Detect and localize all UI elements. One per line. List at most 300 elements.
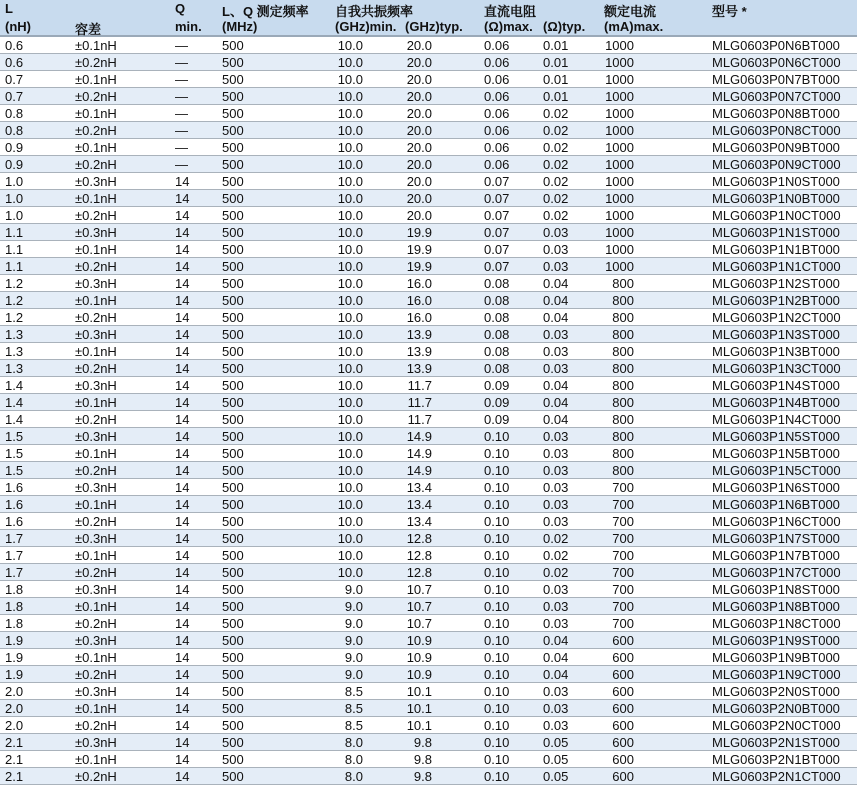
cell-inductance: 1.8 — [5, 616, 24, 631]
cell-test-frequency: 500 — [222, 123, 244, 138]
cell-tolerance: ±0.1nH — [75, 497, 117, 512]
cell-q-min: 14 — [175, 429, 190, 444]
header-q: Q — [175, 1, 186, 16]
header-unit-mhz: (MHz) — [222, 19, 258, 34]
cell-tolerance: ±0.2nH — [75, 769, 117, 784]
cell-srf-min: 8.5 — [344, 701, 363, 716]
cell-srf-typ: 11.7 — [407, 378, 432, 393]
cell-srf-min: 10.0 — [337, 514, 363, 529]
cell-rated-current: 800 — [612, 395, 634, 410]
cell-srf-typ: 20.0 — [406, 191, 432, 206]
cell-test-frequency: 500 — [222, 497, 244, 512]
cell-rdc-typ: 0.04 — [543, 378, 569, 393]
cell-inductance: 1.7 — [5, 531, 24, 546]
cell-part-number: MLG0603P2N1ST000 — [712, 735, 840, 750]
table-row — [0, 71, 857, 88]
cell-srf-min: 9.0 — [344, 599, 363, 614]
cell-part-number: MLG0603P2N0BT000 — [712, 701, 840, 716]
header-rdc-typ: (Ω)typ. — [543, 19, 586, 34]
cell-test-frequency: 500 — [222, 208, 244, 223]
cell-srf-min: 9.0 — [344, 667, 363, 682]
cell-rated-current: 600 — [612, 735, 634, 750]
cell-q-min: 14 — [175, 599, 190, 614]
cell-rdc-max: 0.10 — [484, 633, 510, 648]
cell-srf-min: 10.0 — [337, 38, 363, 53]
header-test-frequency: L、Q 测定频率 — [222, 4, 309, 19]
cell-inductance: 0.9 — [5, 140, 24, 155]
cell-srf-typ: 19.9 — [406, 225, 432, 240]
cell-q-min: 14 — [175, 633, 190, 648]
cell-rated-current: 1000 — [605, 72, 634, 87]
table-row — [0, 190, 857, 207]
table-row — [0, 139, 857, 156]
cell-srf-typ: 16.0 — [406, 276, 432, 291]
cell-rdc-max: 0.08 — [484, 344, 510, 359]
cell-q-min: 14 — [175, 208, 190, 223]
cell-inductance: 1.7 — [5, 548, 24, 563]
cell-rdc-typ: 0.02 — [543, 531, 569, 546]
cell-q-min: 14 — [175, 259, 190, 274]
cell-rdc-typ: 0.04 — [543, 276, 569, 291]
cell-srf-typ: 11.7 — [407, 412, 432, 427]
cell-rdc-typ: 0.03 — [543, 582, 569, 597]
table-header — [0, 0, 857, 37]
cell-tolerance: ±0.1nH — [75, 446, 117, 461]
table-row — [0, 666, 857, 683]
header-self-resonant-frequency: 自我共振频率 — [335, 4, 414, 19]
table-row — [0, 207, 857, 224]
header-tolerance: 容差 — [75, 22, 102, 37]
cell-srf-min: 8.0 — [344, 752, 363, 767]
cell-q-min: — — [175, 72, 188, 87]
cell-rated-current: 700 — [612, 531, 634, 546]
cell-q-min: 14 — [175, 463, 190, 478]
cell-rdc-typ: 0.03 — [543, 446, 569, 461]
cell-part-number: MLG0603P1N3ST000 — [712, 327, 840, 342]
cell-rated-current: 800 — [612, 446, 634, 461]
table-row — [0, 275, 857, 292]
cell-rdc-max: 0.06 — [484, 38, 510, 53]
header-q-min: min. — [175, 19, 202, 34]
cell-part-number: MLG0603P1N6ST000 — [712, 480, 840, 495]
table-row — [0, 462, 857, 479]
cell-rated-current: 1000 — [605, 191, 634, 206]
cell-inductance: 1.3 — [5, 344, 24, 359]
cell-inductance: 1.2 — [5, 310, 24, 325]
cell-part-number: MLG0603P1N1CT000 — [712, 259, 841, 274]
cell-part-number: MLG0603P1N9ST000 — [712, 633, 840, 648]
cell-srf-min: 10.0 — [337, 565, 363, 580]
cell-srf-typ: 20.0 — [406, 140, 432, 155]
cell-rated-current: 1000 — [605, 242, 634, 257]
cell-part-number: MLG0603P1N5BT000 — [712, 446, 840, 461]
cell-part-number: MLG0603P1N9CT000 — [712, 667, 841, 682]
cell-q-min: 14 — [175, 718, 190, 733]
cell-rdc-typ: 0.02 — [543, 565, 569, 580]
cell-srf-min: 10.0 — [337, 225, 363, 240]
cell-rdc-max: 0.08 — [484, 310, 510, 325]
cell-test-frequency: 500 — [222, 310, 244, 325]
cell-srf-min: 10.0 — [337, 548, 363, 563]
cell-test-frequency: 500 — [222, 140, 244, 155]
cell-srf-min: 10.0 — [337, 378, 363, 393]
cell-test-frequency: 500 — [222, 633, 244, 648]
cell-rated-current: 600 — [612, 769, 634, 784]
cell-tolerance: ±0.2nH — [75, 463, 117, 478]
table-row — [0, 649, 857, 666]
cell-inductance: 2.1 — [5, 752, 24, 767]
cell-inductance: 1.9 — [5, 633, 24, 648]
cell-srf-typ: 10.7 — [406, 599, 432, 614]
cell-test-frequency: 500 — [222, 412, 244, 427]
cell-srf-typ: 9.8 — [413, 752, 432, 767]
cell-srf-min: 10.0 — [337, 344, 363, 359]
cell-tolerance: ±0.2nH — [75, 310, 117, 325]
cell-rdc-typ: 0.05 — [543, 752, 569, 767]
cell-rated-current: 800 — [612, 463, 634, 478]
cell-q-min: 14 — [175, 446, 190, 461]
cell-rdc-max: 0.10 — [484, 701, 510, 716]
cell-rated-current: 600 — [612, 633, 634, 648]
cell-rated-current: 600 — [612, 718, 634, 733]
cell-tolerance: ±0.2nH — [75, 616, 117, 631]
cell-q-min: — — [175, 123, 188, 138]
cell-rdc-max: 0.10 — [484, 735, 510, 750]
cell-part-number: MLG0603P1N0CT000 — [712, 208, 841, 223]
cell-srf-typ: 20.0 — [406, 174, 432, 189]
cell-srf-min: 10.0 — [337, 140, 363, 155]
cell-inductance: 1.1 — [5, 259, 24, 274]
cell-tolerance: ±0.1nH — [75, 599, 117, 614]
cell-srf-min: 10.0 — [337, 259, 363, 274]
cell-part-number: MLG0603P1N7ST000 — [712, 531, 840, 546]
cell-part-number: MLG0603P0N8BT000 — [712, 106, 840, 121]
cell-q-min: — — [175, 140, 188, 155]
cell-q-min: 14 — [175, 701, 190, 716]
table-row — [0, 734, 857, 751]
cell-rated-current: 800 — [612, 327, 634, 342]
cell-inductance: 0.7 — [5, 72, 24, 87]
cell-inductance: 0.6 — [5, 55, 24, 70]
cell-tolerance: ±0.3nH — [75, 429, 117, 444]
cell-test-frequency: 500 — [222, 752, 244, 767]
table-row — [0, 598, 857, 615]
cell-tolerance: ±0.3nH — [75, 684, 117, 699]
table-row — [0, 156, 857, 173]
cell-rdc-typ: 0.02 — [543, 208, 569, 223]
cell-inductance: 0.9 — [5, 157, 24, 172]
cell-tolerance: ±0.1nH — [75, 752, 117, 767]
cell-inductance: 1.6 — [5, 480, 24, 495]
cell-part-number: MLG0603P1N1BT000 — [712, 242, 840, 257]
cell-rated-current: 1000 — [605, 106, 634, 121]
cell-part-number: MLG0603P1N2BT000 — [712, 293, 840, 308]
cell-tolerance: ±0.3nH — [75, 174, 117, 189]
cell-part-number: MLG0603P2N0ST000 — [712, 684, 840, 699]
cell-q-min: 14 — [175, 242, 190, 257]
cell-test-frequency: 500 — [222, 191, 244, 206]
cell-test-frequency: 500 — [222, 395, 244, 410]
cell-rdc-max: 0.10 — [484, 497, 510, 512]
cell-rated-current: 800 — [612, 429, 634, 444]
cell-rated-current: 800 — [612, 310, 634, 325]
cell-q-min: 14 — [175, 361, 190, 376]
cell-q-min: 14 — [175, 769, 190, 784]
cell-tolerance: ±0.1nH — [75, 395, 117, 410]
cell-rdc-max: 0.07 — [484, 208, 510, 223]
cell-rdc-typ: 0.04 — [543, 650, 569, 665]
cell-test-frequency: 500 — [222, 276, 244, 291]
cell-tolerance: ±0.2nH — [75, 565, 117, 580]
cell-test-frequency: 500 — [222, 293, 244, 308]
header-current-max: (mA)max. — [604, 19, 664, 34]
cell-srf-typ: 20.0 — [406, 106, 432, 121]
cell-tolerance: ±0.3nH — [75, 378, 117, 393]
cell-rated-current: 1000 — [605, 174, 634, 189]
cell-srf-typ: 13.4 — [406, 514, 432, 529]
cell-rdc-max: 0.06 — [484, 55, 510, 70]
table-row — [0, 258, 857, 275]
table-row — [0, 292, 857, 309]
cell-part-number: MLG0603P0N9BT000 — [712, 140, 840, 155]
cell-srf-min: 10.0 — [337, 310, 363, 325]
cell-rdc-max: 0.10 — [484, 769, 510, 784]
cell-rated-current: 600 — [612, 650, 634, 665]
cell-inductance: 1.4 — [5, 412, 24, 427]
cell-srf-typ: 12.8 — [406, 531, 432, 546]
cell-rdc-typ: 0.04 — [543, 310, 569, 325]
cell-q-min: — — [175, 38, 188, 53]
cell-rated-current: 700 — [612, 582, 634, 597]
cell-srf-min: 10.0 — [337, 191, 363, 206]
cell-q-min: — — [175, 106, 188, 121]
table-row — [0, 360, 857, 377]
cell-part-number: MLG0603P1N3CT000 — [712, 361, 841, 376]
cell-tolerance: ±0.3nH — [75, 531, 117, 546]
cell-part-number: MLG0603P1N4ST000 — [712, 378, 840, 393]
header-rdc-max: (Ω)max. — [484, 19, 533, 34]
cell-tolerance: ±0.3nH — [75, 735, 117, 750]
cell-rdc-max: 0.10 — [484, 446, 510, 461]
cell-test-frequency: 500 — [222, 701, 244, 716]
cell-test-frequency: 500 — [222, 446, 244, 461]
header-unit-nh: (nH) — [5, 19, 31, 34]
cell-rated-current: 600 — [612, 701, 634, 716]
cell-rdc-max: 0.07 — [484, 191, 510, 206]
cell-part-number: MLG0603P1N4BT000 — [712, 395, 840, 410]
cell-rdc-typ: 0.04 — [543, 293, 569, 308]
cell-rdc-max: 0.07 — [484, 259, 510, 274]
cell-srf-typ: 20.0 — [406, 208, 432, 223]
cell-rdc-max: 0.06 — [484, 72, 510, 87]
cell-part-number: MLG0603P1N2CT000 — [712, 310, 841, 325]
cell-test-frequency: 500 — [222, 174, 244, 189]
header-rated-current: 额定电流 — [604, 4, 657, 19]
cell-rdc-typ: 0.01 — [543, 72, 569, 87]
cell-test-frequency: 500 — [222, 480, 244, 495]
cell-srf-typ: 12.8 — [406, 565, 432, 580]
cell-srf-typ: 13.4 — [406, 480, 432, 495]
cell-test-frequency: 500 — [222, 344, 244, 359]
cell-srf-min: 10.0 — [337, 446, 363, 461]
table-row — [0, 343, 857, 360]
table-row — [0, 88, 857, 105]
cell-tolerance: ±0.1nH — [75, 242, 117, 257]
cell-tolerance: ±0.3nH — [75, 480, 117, 495]
cell-srf-typ: 11.7 — [407, 395, 432, 410]
cell-tolerance: ±0.2nH — [75, 718, 117, 733]
cell-srf-min: 9.0 — [344, 616, 363, 631]
cell-rdc-max: 0.06 — [484, 123, 510, 138]
cell-rdc-max: 0.10 — [484, 514, 510, 529]
cell-srf-min: 10.0 — [337, 55, 363, 70]
cell-inductance: 1.1 — [5, 242, 24, 257]
cell-rated-current: 1000 — [605, 123, 634, 138]
cell-rdc-typ: 0.03 — [543, 718, 569, 733]
cell-rdc-typ: 0.01 — [543, 89, 569, 104]
cell-rated-current: 700 — [612, 514, 634, 529]
cell-q-min: 14 — [175, 225, 190, 240]
cell-rated-current: 800 — [612, 293, 634, 308]
cell-q-min: 14 — [175, 582, 190, 597]
cell-test-frequency: 500 — [222, 327, 244, 342]
cell-rdc-typ: 0.05 — [543, 769, 569, 784]
cell-q-min: 14 — [175, 650, 190, 665]
cell-part-number: MLG0603P1N4CT000 — [712, 412, 841, 427]
cell-rated-current: 700 — [612, 548, 634, 563]
cell-test-frequency: 500 — [222, 735, 244, 750]
header-part-number: 型号 * — [712, 4, 747, 19]
cell-part-number: MLG0603P1N5ST000 — [712, 429, 840, 444]
cell-srf-typ: 16.0 — [406, 310, 432, 325]
cell-rdc-typ: 0.04 — [543, 667, 569, 682]
cell-inductance: 2.0 — [5, 718, 24, 733]
cell-rdc-typ: 0.05 — [543, 735, 569, 750]
cell-q-min: 14 — [175, 480, 190, 495]
cell-rdc-max: 0.06 — [484, 140, 510, 155]
header-srf-typ: (GHz)typ. — [405, 19, 463, 34]
cell-rated-current: 700 — [612, 480, 634, 495]
cell-rdc-max: 0.10 — [484, 531, 510, 546]
cell-part-number: MLG0603P1N7CT000 — [712, 565, 841, 580]
cell-srf-typ: 16.0 — [406, 293, 432, 308]
cell-inductance: 1.0 — [5, 174, 24, 189]
cell-part-number: MLG0603P2N1CT000 — [712, 769, 841, 784]
cell-inductance: 1.4 — [5, 378, 24, 393]
cell-rdc-typ: 0.02 — [543, 106, 569, 121]
cell-rated-current: 600 — [612, 752, 634, 767]
cell-inductance: 1.5 — [5, 446, 24, 461]
cell-srf-min: 10.0 — [337, 208, 363, 223]
cell-q-min: 14 — [175, 293, 190, 308]
cell-srf-min: 10.0 — [337, 293, 363, 308]
cell-srf-min: 10.0 — [337, 361, 363, 376]
cell-rdc-typ: 0.03 — [543, 327, 569, 342]
cell-rdc-typ: 0.03 — [543, 344, 569, 359]
cell-rdc-typ: 0.03 — [543, 497, 569, 512]
cell-rated-current: 1000 — [605, 157, 634, 172]
cell-part-number: MLG0603P1N3BT000 — [712, 344, 840, 359]
cell-test-frequency: 500 — [222, 599, 244, 614]
cell-inductance: 1.0 — [5, 191, 24, 206]
cell-q-min: 14 — [175, 174, 190, 189]
table-row — [0, 411, 857, 428]
cell-srf-typ: 13.9 — [406, 344, 432, 359]
cell-tolerance: ±0.1nH — [75, 701, 117, 716]
cell-rdc-typ: 0.04 — [543, 633, 569, 648]
cell-inductance: 0.6 — [5, 38, 24, 53]
cell-rdc-typ: 0.04 — [543, 412, 569, 427]
cell-rated-current: 1000 — [605, 89, 634, 104]
table-row — [0, 513, 857, 530]
cell-tolerance: ±0.3nH — [75, 276, 117, 291]
cell-rated-current: 700 — [612, 497, 634, 512]
cell-part-number: MLG0603P2N1BT000 — [712, 752, 840, 767]
table-row — [0, 224, 857, 241]
cell-srf-typ: 10.9 — [406, 650, 432, 665]
cell-test-frequency: 500 — [222, 38, 244, 53]
cell-rated-current: 1000 — [605, 55, 634, 70]
cell-rdc-typ: 0.03 — [543, 429, 569, 444]
table-row — [0, 241, 857, 258]
cell-test-frequency: 500 — [222, 463, 244, 478]
cell-srf-typ: 19.9 — [406, 242, 432, 257]
cell-test-frequency: 500 — [222, 378, 244, 393]
cell-tolerance: ±0.1nH — [75, 548, 117, 563]
cell-inductance: 1.3 — [5, 361, 24, 376]
cell-inductance: 1.5 — [5, 463, 24, 478]
cell-rdc-max: 0.10 — [484, 565, 510, 580]
cell-tolerance: ±0.2nH — [75, 157, 117, 172]
cell-rated-current: 700 — [612, 565, 634, 580]
cell-srf-min: 10.0 — [337, 157, 363, 172]
cell-q-min: 14 — [175, 514, 190, 529]
table-row — [0, 683, 857, 700]
cell-rdc-typ: 0.03 — [543, 514, 569, 529]
cell-inductance: 1.2 — [5, 276, 24, 291]
cell-inductance: 1.8 — [5, 599, 24, 614]
cell-rdc-max: 0.06 — [484, 157, 510, 172]
cell-test-frequency: 500 — [222, 769, 244, 784]
cell-test-frequency: 500 — [222, 72, 244, 87]
cell-srf-typ: 9.8 — [413, 769, 432, 784]
cell-q-min: — — [175, 89, 188, 104]
cell-srf-min: 10.0 — [337, 242, 363, 257]
cell-part-number: MLG0603P1N6BT000 — [712, 497, 840, 512]
cell-rdc-typ: 0.03 — [543, 616, 569, 631]
table-row — [0, 496, 857, 513]
cell-test-frequency: 500 — [222, 667, 244, 682]
cell-q-min: 14 — [175, 531, 190, 546]
table-row — [0, 564, 857, 581]
cell-rdc-max: 0.08 — [484, 327, 510, 342]
cell-rdc-max: 0.07 — [484, 225, 510, 240]
cell-inductance: 0.8 — [5, 106, 24, 121]
cell-srf-typ: 12.8 — [406, 548, 432, 563]
table-row — [0, 54, 857, 71]
table-row — [0, 122, 857, 139]
cell-srf-min: 10.0 — [337, 276, 363, 291]
cell-rdc-typ: 0.03 — [543, 242, 569, 257]
cell-rated-current: 700 — [612, 616, 634, 631]
cell-test-frequency: 500 — [222, 55, 244, 70]
table-row — [0, 394, 857, 411]
cell-q-min: 14 — [175, 565, 190, 580]
table-row — [0, 445, 857, 462]
cell-rdc-typ: 0.01 — [543, 55, 569, 70]
cell-q-min: 14 — [175, 667, 190, 682]
cell-part-number: MLG0603P0N9CT000 — [712, 157, 841, 172]
